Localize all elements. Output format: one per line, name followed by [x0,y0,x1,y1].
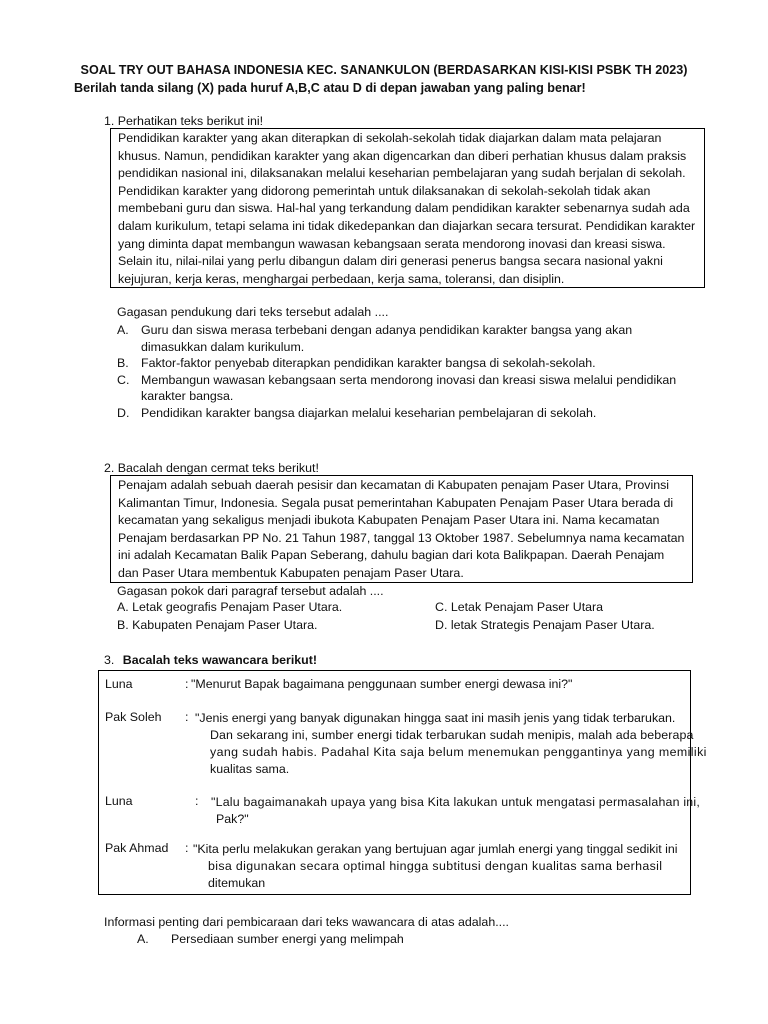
option-text-line: Guru dan siswa merasa terbebani dengan adanya pendidikan karakter bangsa yang akan [141,323,633,337]
q1-passage-line: khusus. Namun, pendidikan karakter yang akan digencarkan dan diberi perhatian khusus dalam praksis [118,148,687,163]
dialogue-line: "Kita perlu melakukan gerakan yang bertujuan agar jumlah energi yang tinggal sedikit ini [193,842,678,856]
dialogue-row [105,677,572,691]
dialogue-colon: : [195,794,199,808]
option-text [141,322,632,355]
option-letter: D. [117,405,130,420]
q1-options [117,322,697,421]
exam-title: SOAL TRY OUT BAHASA INDONESIA KEC. SANANKULON (BERDASARKAN KISI-KISI PSBK TH 2023) [80,63,688,77]
dialogue-text: "Menurut Bapak bagaimana penggunaan sumber energi dewasa ini?" [191,677,573,691]
q1-passage-box [110,128,705,288]
q3-question: Informasi penting dari pembicaraan dari teks wawancara di atas adalah.... [104,915,509,929]
dialogue-colon: : [185,677,189,691]
q3-number: 3. [104,653,115,667]
dialogue-line: bisa digunakan secara optimal hingga subtitusi dengan kualitas sama berhasil [208,859,663,873]
dialogue-line: Pak?" [216,812,249,826]
dialogue-speaker: Luna [105,794,133,808]
q2-passage-box [110,475,693,583]
q2-heading: 2. Bacalah dengan cermat teks berikut! [104,461,319,475]
dialogue-text [193,841,693,892]
dialogue-line: kualitas sama. [210,762,290,776]
q1-passage-line: Selain itu, nilai-nilai yang perlu dibangun dalam diri generasi penerus bangsa secara nasional yakni [118,254,663,269]
dialogue-line: yang sudah habis. Padahal Kita saja belum menemukan penggantinya yang memiliki [210,745,707,759]
dialogue-row [105,710,707,778]
option-text-line: dimasukkan dalam kurikulum. [141,339,305,354]
dialogue-speaker: Pak Ahmad [105,841,169,855]
option-text [141,405,596,422]
q2-passage-line: ini adalah Kecamatan Balik Papan Seberang, dahulu bagian dari kota Balikpapan. Daerah Penajam [118,548,665,563]
exam-instruction: Berilah tanda silang (X) pada huruf A,B,C atau D di depan jawaban yang paling benar! [74,81,586,95]
q3-interview-box [98,670,707,895]
q1-passage-line: Pendidikan karakter yang didorong pemerintah untuk dilaksanakan di sekolah-sekolah tidak akan [118,183,651,198]
q1-option-b[interactable] [117,355,697,372]
option-text-line: Membangun wawasan kebangsaan serta mendorong inovasi dan kreasi siswa melalui pendidikan [141,372,677,387]
q2-option-b[interactable]: B. Kabupaten Penajam Paser Utara. [117,618,318,632]
dialogue-colon: : [185,710,189,724]
option-letter: A. [137,932,149,946]
dialogue-colon: : [185,841,189,855]
q2-option-c[interactable]: C. Letak Penajam Paser Utara [435,600,604,614]
q2-passage-line: Kalimantan Timur, Indonesia. Segala pusat pemerintahan Kabupaten Penajam Paser Utara berada di [118,495,674,510]
q1-question: Gagasan pendukung dari teks tersebut adalah .... [117,305,389,319]
q1-passage-line: yang diminta dapat membangun wawasan kebangsaan serata mendorong inovasi dan kreasi siswa. [118,236,666,251]
q1-option-a[interactable] [117,322,697,355]
option-letter: C. [117,372,130,387]
q2-question: Gagasan pokok dari paragraf tersebut adalah .... [117,584,384,598]
q3-option-a[interactable] [137,932,404,946]
option-text: Persediaan sumber energi yang melimpah [171,932,404,946]
dialogue-row [105,841,693,892]
q1-heading: 1. Perhatikan teks berikut ini! [104,114,264,128]
q1-passage-line: pendidikan nasional ini, dilaksanakan melalui keseharian pembelajaran yang sudah berjalan di sekolah. [118,166,686,181]
q1-passage-line: Pendidikan karakter yang akan diterapkan di sekolah-sekolah tidak diajarkan dalam mata pelajaran [118,131,662,145]
option-text-line: Pendidikan karakter bangsa diajarkan melalui keseharian pembelajaran di sekolah. [141,405,597,420]
q1-passage-line: kejujuran, kerja keras, menghargai perbedaan, kerja sama, toleransi, dan disiplin. [118,271,565,286]
option-letter: B. [117,356,129,370]
option-letter: A. [117,323,129,337]
dialogue-text [195,710,707,778]
q1-option-d[interactable] [117,405,697,422]
dialogue-speaker: Luna [105,677,133,691]
q1-option-c[interactable] [117,372,697,405]
dialogue-text [211,794,700,828]
dialogue-speaker: Pak Soleh [105,710,162,724]
q3-heading-row [104,653,317,667]
q3-heading: Bacalah teks wawancara berikut! [122,653,318,667]
q2-option-a[interactable]: A. Letak geografis Penajam Paser Utara. [117,600,343,614]
q2-passage-line: kecamatan yang sekaligus menjadi ibukota Kabupaten Penajam Paser Utara ini. Nama kecamatan [118,513,660,528]
q2-option-d[interactable]: D. letak Strategis Penajam Paser Utara. [435,618,655,632]
q1-passage-line: membebani guru dan siswa. Hal-hal yang terkandung dalam pendidikan karakter sebenarnya sudah ada [118,201,690,216]
q2-passage-line: Penajam berdasarkan PP No. 21 Tahun 1987, tanggal 13 Oktober 1987. Sebelumnya nama kecamatan [118,530,685,545]
dialogue-line: Dan sekarang ini, sumber energi tidak terbarukan sudah menipis, malah ada beberapa [210,728,694,742]
dialogue-row [105,794,700,828]
option-text-line: Faktor-faktor penyebab diterapkan pendidikan karakter bangsa di sekolah-sekolah. [141,356,596,370]
option-text [141,372,676,405]
q2-passage-line: dan Paser Utara membentuk Kabupaten penajam Paser Utara. [118,565,464,580]
q2-passage-line: Penajam adalah sebuah daerah pesisir dan kecamatan di Kabupaten penajam Paser Utara, Provinsi [118,478,670,492]
option-text [141,355,596,372]
dialogue-line: "Jenis energi yang banyak digunakan hingga saat ini masih jenis yang tidak terbarukan. [195,711,676,725]
q1-passage-line: dalam kurikulum, tetapi selama ini tidak dikedepankan dan diajarkan secara tersurat. Pendidikan karakter [118,218,696,233]
dialogue-line: ditemukan [208,876,266,890]
dialogue-line: "Lalu bagaimanakah upaya yang bisa Kita lakukan untuk mengatasi permasalahan ini, [211,795,700,809]
option-text-line: karakter bangsa. [141,389,234,403]
